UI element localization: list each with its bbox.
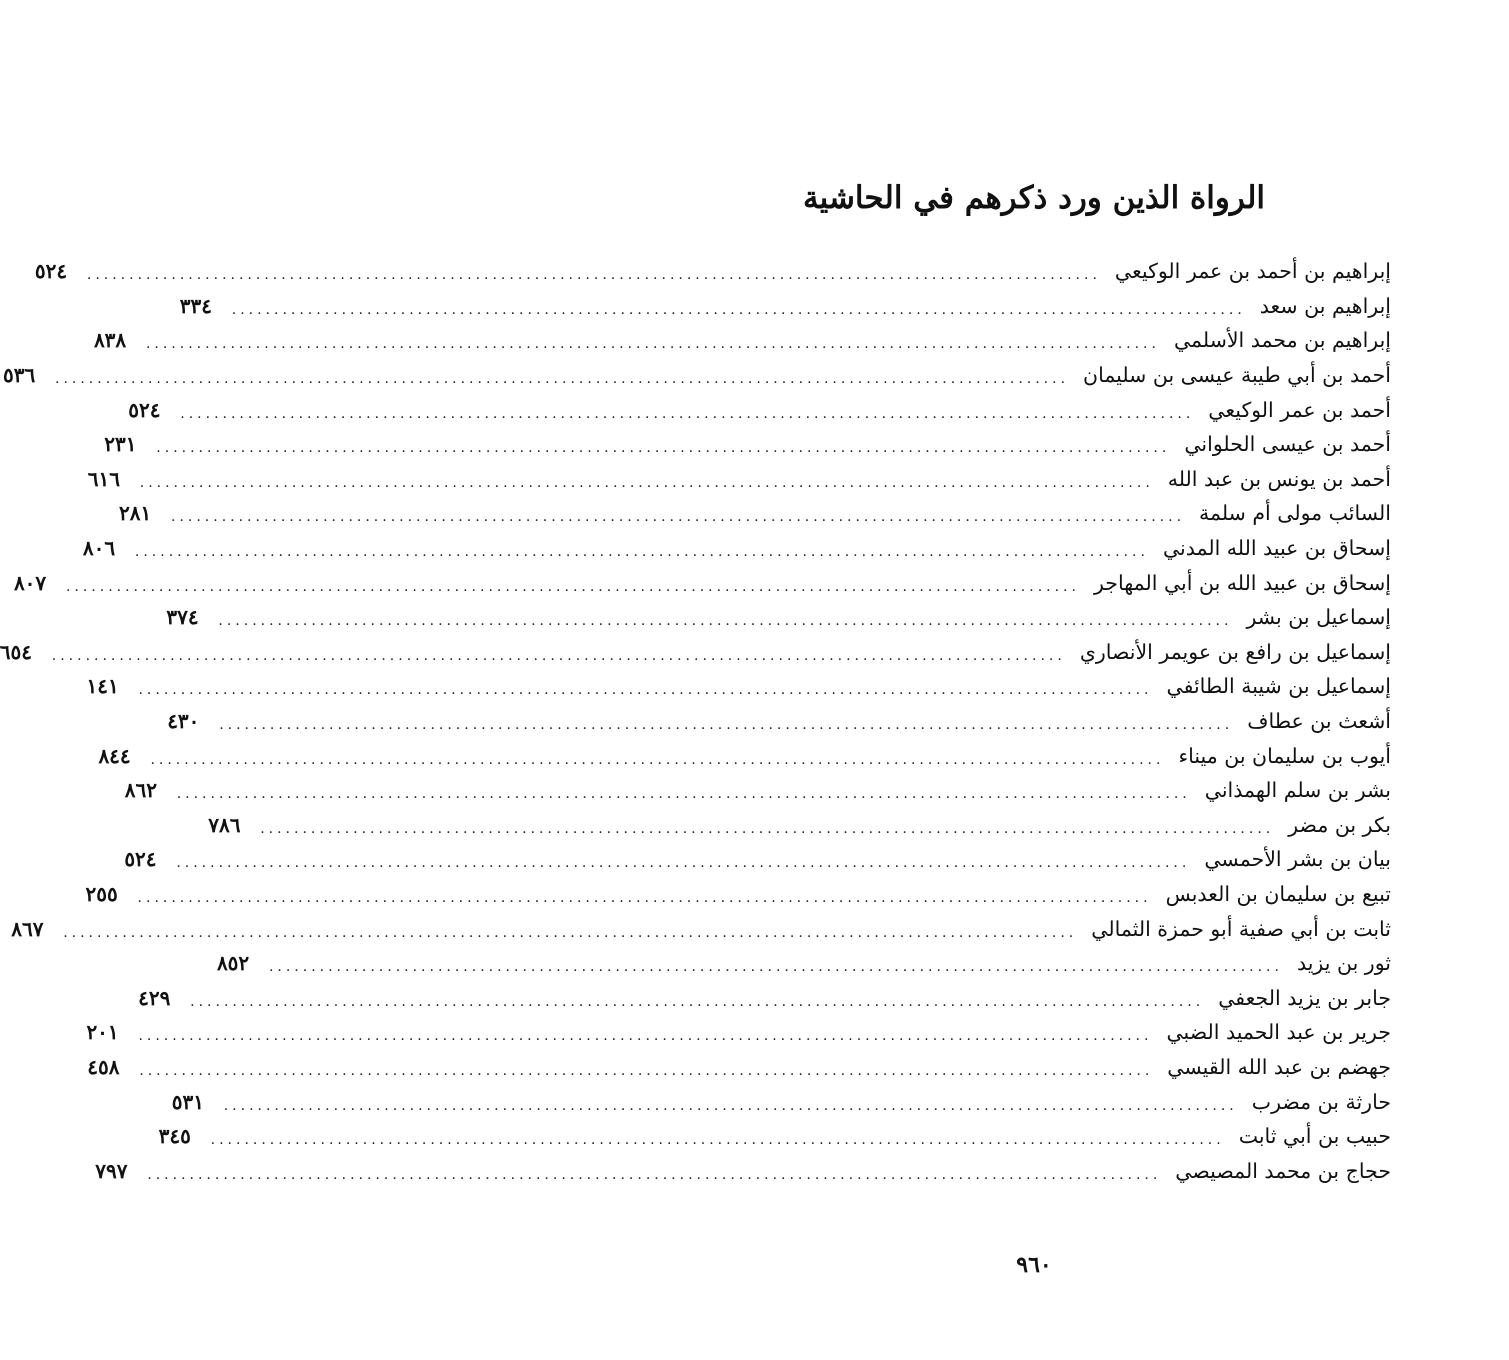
dot-leader: ........................................................................................................................ [139, 1062, 1154, 1079]
narrator-name: جرير بن عبد الحميد الضبي [1166, 1020, 1391, 1045]
dot-leader: ........................................................................................................................ [190, 993, 1205, 1010]
dot-leader: ........................................................................................................................ [260, 820, 1275, 837]
page-reference: ٧٨٦ [208, 812, 241, 837]
index-entry [95, 1153, 1391, 1188]
page-number: ٩٦٠ [1016, 1252, 1052, 1278]
index-entry [86, 1015, 1391, 1050]
index-entry [119, 496, 1391, 531]
page-reference: ٦١٦ [87, 466, 120, 491]
dot-leader: ........................................................................................................................ [86, 267, 1101, 284]
index-entry [179, 289, 1391, 324]
narrator-name: ثور بن يزيد [1296, 951, 1391, 976]
dot-leader: ........................................................................................................................ [150, 751, 1165, 768]
page-reference: ٨٣٨ [93, 328, 127, 353]
dot-leader: ........................................................................................................................ [65, 578, 1080, 595]
index-entry [216, 946, 1391, 981]
dot-leader: ........................................................................................................................ [138, 1028, 1153, 1045]
index-entry [82, 531, 1391, 566]
page-reference: ٤٢٩ [138, 985, 171, 1010]
narrator-name: أحمد بن عيسى الحلواني [1184, 432, 1391, 457]
narrator-name: بيان بن بشر الأحمسي [1204, 847, 1391, 872]
dot-leader: ........................................................................................................................ [176, 855, 1191, 872]
page-reference: ١٤١ [86, 674, 119, 699]
page-reference: ٧٩٧ [95, 1158, 128, 1183]
narrator-name: جهضم بن عبد الله القيسي [1167, 1054, 1391, 1079]
narrator-name: إبراهيم بن سعد [1259, 293, 1391, 318]
dot-leader: ........................................................................................................................ [223, 1097, 1238, 1114]
narrator-name: حجاج بن محمد المصيصي [1175, 1158, 1391, 1183]
dot-leader: ........................................................................................................................ [139, 474, 1154, 491]
narrator-name: بكر بن مضر [1288, 812, 1391, 837]
index-entry [3, 358, 1391, 393]
index-entry [93, 323, 1391, 358]
page-reference: ٨٤٤ [98, 743, 131, 768]
dot-leader: ........................................................................................................................ [55, 371, 1070, 388]
narrator-name: إسماعيل بن بشر [1246, 605, 1391, 630]
index-entry [34, 254, 1391, 289]
narrator-name: إسماعيل بن رافع بن عويمر الأنصاري [1079, 639, 1391, 664]
dot-leader: ........................................................................................................................ [138, 682, 1153, 699]
index-entry [128, 392, 1391, 427]
page-reference: ٨٦٢ [124, 778, 157, 803]
page-reference: ٥٢٤ [128, 397, 161, 422]
dot-leader: ........................................................................................................................ [176, 786, 1191, 803]
dot-leader: ........................................................................................................................ [219, 717, 1234, 734]
page-reference: ٢٠١ [86, 1020, 119, 1045]
page-title: الرواة الذين ورد ذكرهم في الحاشية [802, 180, 1266, 216]
narrator-name: بشر بن سلم الهمذاني [1204, 778, 1391, 803]
page-reference: ٢٥٥ [85, 881, 118, 906]
dot-leader: ........................................................................................................................ [51, 647, 1066, 664]
index-entry [0, 635, 1391, 670]
index-entry [104, 427, 1391, 462]
dot-leader: ........................................................................................................................ [134, 544, 1149, 561]
narrator-name: تبيع بن سليمان بن العدبس [1165, 881, 1391, 906]
page-reference: ٥٣٦ [3, 363, 36, 388]
dot-leader: ........................................................................................................................ [63, 924, 1078, 941]
page-reference: ٣٣٤ [179, 293, 212, 318]
dot-leader: ........................................................................................................................ [231, 301, 1246, 318]
page-reference: ٥٢٤ [34, 259, 68, 284]
index-entry [124, 842, 1391, 877]
index-entry [158, 1119, 1391, 1154]
index-entry [171, 1084, 1391, 1119]
narrator-name: أحمد بن يونس بن عبد الله [1167, 466, 1391, 491]
narrator-name: أحمد بن عمر الوكيعي [1208, 397, 1391, 422]
dot-leader: ........................................................................................................................ [268, 959, 1283, 976]
narrator-name: أحمد بن أبي طيبة عيسى بن سليمان [1083, 363, 1391, 388]
narrator-index-list [0, 254, 1391, 1188]
dot-leader: ........................................................................................................................ [147, 1166, 1162, 1183]
dot-leader: ........................................................................................................................ [210, 1132, 1225, 1149]
narrator-name: إبراهيم بن أحمد بن عمر الوكيعي [1114, 259, 1391, 284]
dot-leader: ........................................................................................................................ [171, 509, 1186, 526]
dot-leader: ........................................................................................................................ [180, 405, 1195, 422]
narrator-name: السائب مولى أم سلمة [1199, 501, 1391, 526]
narrator-name: أيوب بن سليمان بن ميناء [1178, 743, 1391, 768]
index-entry [11, 911, 1391, 946]
dot-leader: ........................................................................................................................ [145, 336, 1160, 353]
index-entry [138, 980, 1391, 1015]
page-reference: ٢٣١ [104, 432, 137, 457]
page-reference: ٣٤٥ [158, 1124, 191, 1149]
page-reference: ٦٥٤ [0, 639, 33, 664]
page-reference: ٥٢٤ [124, 847, 157, 872]
index-entry [86, 669, 1391, 704]
index-entry [85, 877, 1391, 912]
narrator-name: إسماعيل بن شيبة الطائفي [1166, 674, 1391, 699]
page-reference: ٤٣٠ [167, 709, 200, 734]
page-reference: ٣٧٤ [166, 605, 199, 630]
index-entry [87, 1050, 1391, 1085]
page-reference: ٤٥٨ [87, 1054, 120, 1079]
narrator-name: جابر بن يزيد الجعفي [1218, 985, 1391, 1010]
narrator-name: إسحاق بن عبيد الله المدني [1162, 536, 1391, 561]
dot-leader: ........................................................................................................................ [137, 889, 1152, 906]
narrator-name: حبيب بن أبي ثابت [1238, 1124, 1391, 1149]
index-entry [166, 600, 1391, 635]
narrator-name: ثابت بن أبي صفية أبو حمزة الثمالي [1091, 916, 1391, 941]
index-entry [124, 773, 1391, 808]
page-reference: ٨٦٧ [11, 916, 44, 941]
narrator-name: أشعث بن عطاف [1247, 709, 1391, 734]
page-reference: ٨٠٦ [82, 536, 116, 561]
narrator-name: إبراهيم بن محمد الأسلمي [1173, 328, 1391, 353]
index-entry [208, 808, 1391, 843]
index-entry [13, 565, 1391, 600]
page-reference: ٨٠٧ [13, 570, 47, 595]
dot-leader: ........................................................................................................................ [156, 440, 1171, 457]
dot-leader: ........................................................................................................................ [218, 613, 1233, 630]
narrator-name: إسحاق بن عبيد الله بن أبي المهاجر [1093, 570, 1391, 595]
page-reference: ٨٥٢ [216, 951, 250, 976]
index-entry [87, 462, 1391, 497]
index-entry [167, 704, 1391, 739]
narrator-name: حارثة بن مضرب [1251, 1089, 1391, 1114]
page-reference: ٢٨١ [119, 501, 152, 526]
index-entry [98, 738, 1391, 773]
page-reference: ٥٣١ [171, 1089, 204, 1114]
